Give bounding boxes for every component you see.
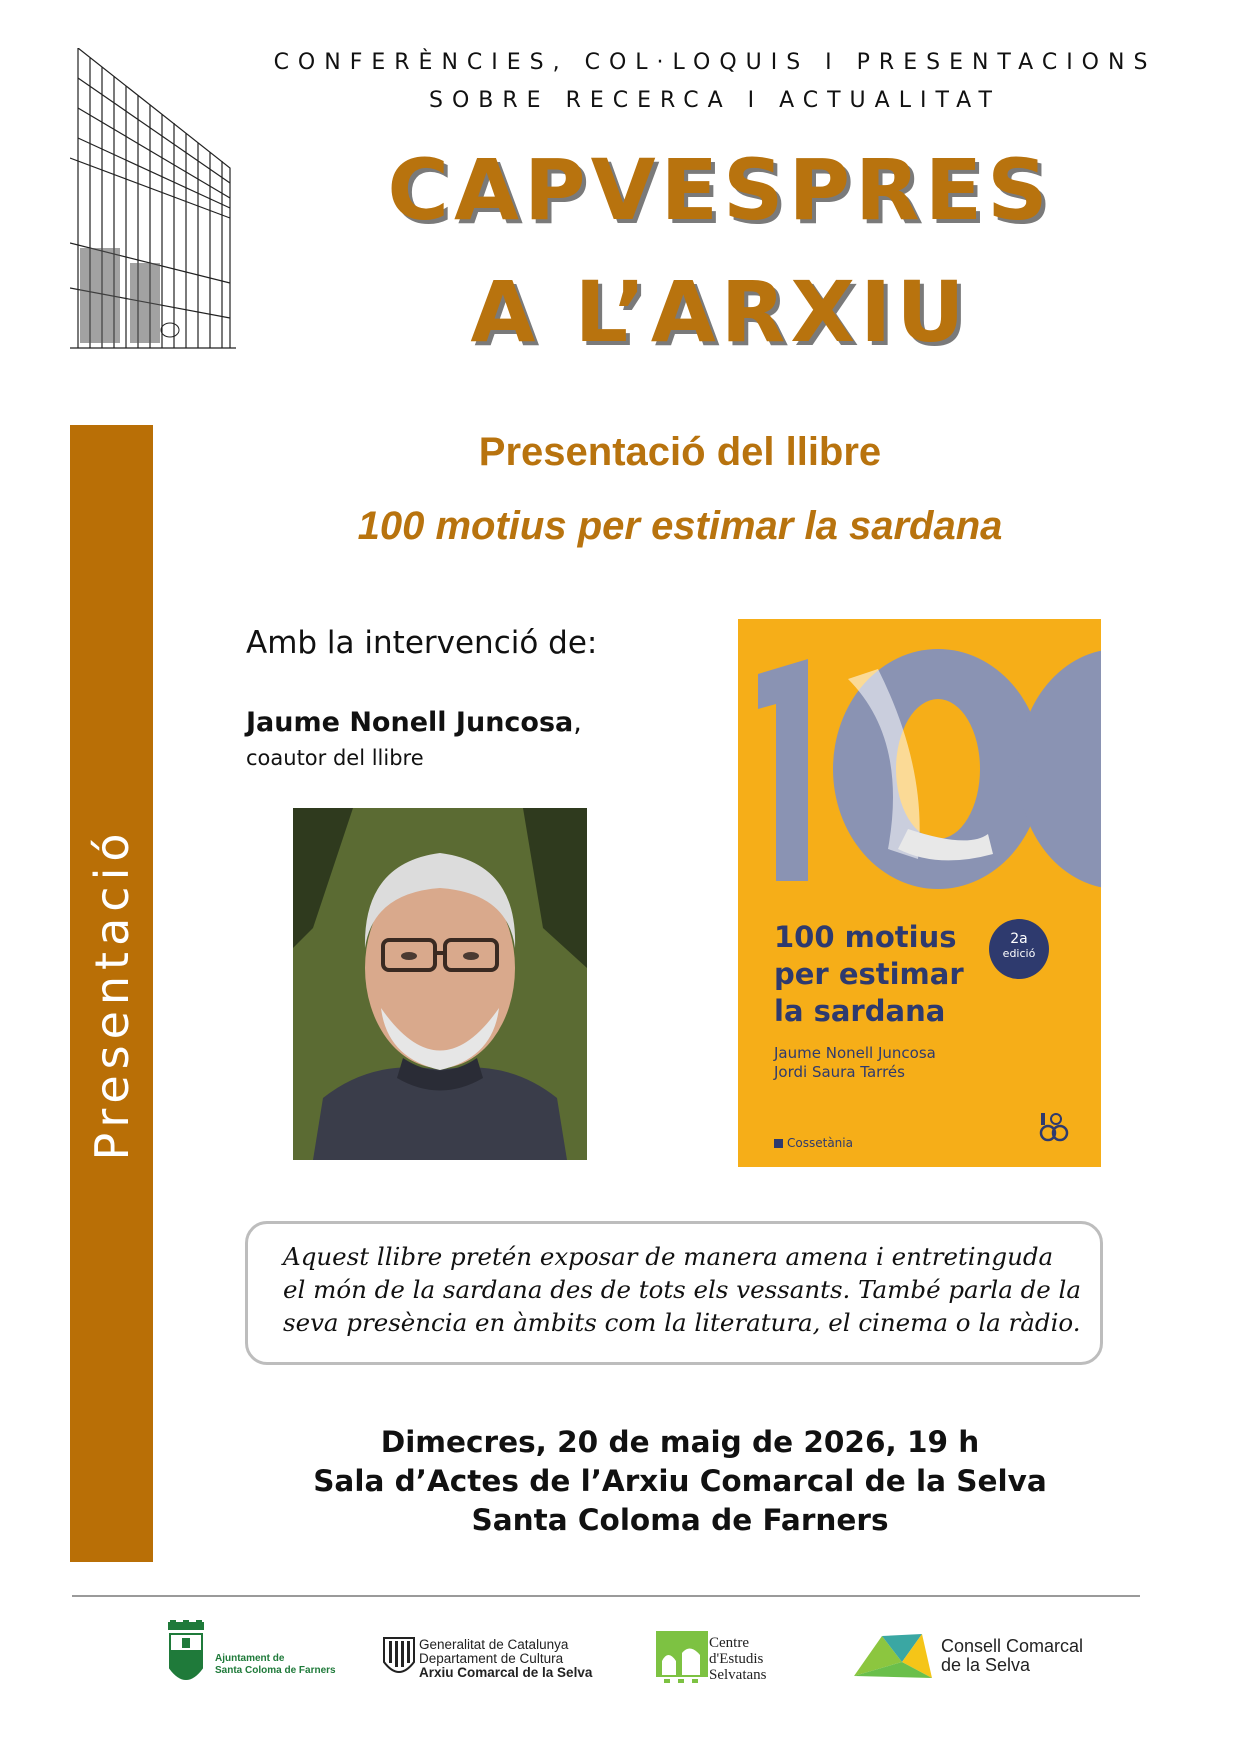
consell-line1: Consell Comarcal — [941, 1636, 1084, 1656]
generalitat-line2: Departament de Cultura — [419, 1651, 564, 1666]
speaker-intro: Amb la intervenció de: — [246, 625, 598, 661]
cover-author-1: Jaume Nonell Juncosa — [774, 1044, 936, 1062]
speaker-role: coautor del llibre — [246, 746, 424, 770]
consell-line2: de la Selva — [941, 1655, 1031, 1675]
generalitat-logo — [382, 1636, 416, 1678]
speaker-name-suffix: , — [573, 707, 582, 738]
event-city: Santa Coloma de Farners — [471, 1503, 889, 1537]
series-title-line1: CAPVESPRES — [387, 141, 1053, 239]
cover-authors — [774, 1044, 936, 1082]
archive-building-illustration — [70, 48, 236, 350]
cover-title-line3: la sardana — [774, 994, 946, 1028]
consell-comarcal-logo-text — [941, 1637, 1083, 1675]
generalitat-logo-text — [419, 1638, 592, 1680]
publisher-mark-icon — [774, 1139, 783, 1148]
cover-title-line2: per estimar — [774, 957, 964, 991]
edition-badge-label: edició — [1002, 947, 1036, 960]
ajuntament-logo-text — [215, 1653, 336, 1677]
cover-title — [774, 919, 964, 1030]
series-subtitle-line2: SOBRE RECERCA I ACTUALITAT — [429, 88, 1001, 113]
ces-line3: Selvatans — [709, 1667, 767, 1683]
event-venue: Sala d’Actes de l’Arxiu Comarcal de la Selva — [313, 1464, 1047, 1498]
cover-100-graphic — [738, 619, 1101, 899]
speaker-name-line — [246, 707, 582, 738]
book-title: 100 motius per estimar la sardana — [357, 504, 1003, 548]
generalitat-line1: Generalitat de Catalunya — [419, 1637, 569, 1652]
speaker-name: Jaume Nonell Juncosa — [246, 707, 574, 738]
cover-publisher — [774, 1136, 853, 1150]
cover-title-line1: 100 motius — [774, 920, 957, 954]
description-text: Aquest llibre pretén exposar de manera amena i entretinguda el món de la sardana des de tots els vessants. També parla de la seva presència en àmbits com la literatura, el cinema o la ràdio. — [283, 1242, 1081, 1337]
centre-estudis-selvatans-logo — [656, 1631, 708, 1685]
book-cover — [738, 619, 1101, 1167]
consell-comarcal-logo — [852, 1632, 934, 1682]
generalitat-line3: Arxiu Comarcal de la Selva — [419, 1665, 593, 1680]
ces-line1: Centre — [709, 1635, 749, 1651]
ajuntament-line1: Ajuntament de — [215, 1653, 285, 1664]
event-date: Dimecres, 20 de maig de 2026, 19 h — [380, 1425, 980, 1459]
edition-badge-number: 2a — [1010, 931, 1028, 947]
series-title-line2: A L’ARXIU — [470, 263, 970, 361]
speaker-photo — [293, 808, 587, 1160]
ces-line2: d'Estudis — [709, 1651, 764, 1667]
ajuntament-line2: Santa Coloma de Farners — [215, 1665, 336, 1676]
edition-badge — [989, 919, 1049, 979]
centre-estudis-logo-text — [709, 1635, 767, 1683]
series-subtitle-line1: CONFERÈNCIES, COL·LOQUIS I PRESENTACIONS — [273, 50, 1157, 75]
sidebar-label-container — [70, 425, 153, 1562]
book-presentation-heading: Presentació del llibre — [478, 430, 882, 474]
collection-logo-icon — [1038, 1111, 1070, 1143]
footer-divider — [72, 1595, 1140, 1597]
publisher-name: Cossetània — [787, 1136, 853, 1150]
cover-author-2: Jordi Saura Tarrés — [774, 1063, 905, 1081]
sidebar-label: Presentació — [84, 827, 139, 1160]
